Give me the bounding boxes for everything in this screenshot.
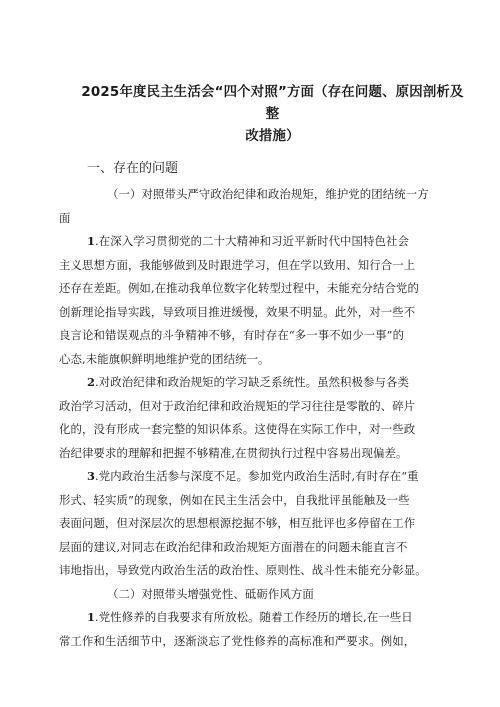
line-text: 化的，没有形成一套完整的知识体系。这使得在实际工作中，对一些政 <box>59 422 416 436</box>
body-line <box>59 254 451 278</box>
item-number: 2 <box>87 375 96 389</box>
item-number: 3 <box>87 469 96 483</box>
body-line <box>59 277 451 301</box>
line-text: 政治学习活动，但对于政治纪律和政治规矩的学习往往是零散的、碎片 <box>59 398 416 413</box>
body-line <box>59 583 451 607</box>
line-text: 讳地指出，导致党内政治生活的政治性、原则性、战斗性未能充分彰显。 <box>59 563 427 577</box>
title-line-1: 2025年度民主生活会“四个对照”方面（存在问题、原因剖析及整 <box>81 85 464 122</box>
line-text: 创新理论指导实践，导致项目推进缓慢，效果不明显。此外，对一些不 <box>59 304 416 319</box>
line-text: 良言论和错误观点的斗争精神不够，有时存在“多一事不如少一事”的 <box>59 328 405 342</box>
line-text: .党内政治生活参与深度不足。参加党内政治生活时,有时存在“重 <box>95 469 419 483</box>
body-line <box>59 536 451 560</box>
line-text: 还存在差距。例如,在推动我单位数字化转型过程中，未能充分结合党的 <box>59 281 419 295</box>
line-text: .对政治纪律和政治规矩的学习缺乏系统性。虽然积极参与各类 <box>95 375 410 389</box>
body-line <box>59 559 451 583</box>
body-line <box>59 183 451 207</box>
line-text: 主义思想方面，我能够做到及时跟进学习，但在学以致用、知行合一上 <box>59 257 416 272</box>
line-text: （一）对照带头严守政治纪律和政治规矩，维护党的团结统一方 <box>107 187 429 201</box>
line-text: （二）对照带头增强党性、砥砺作风方面 <box>107 586 314 601</box>
line-text: 常工作和生活细节中，逐渐淡忘了党性修养的高标准和严要求。例如， <box>59 633 416 648</box>
body-line <box>59 395 451 419</box>
body-line <box>59 512 451 536</box>
item-number: 1 <box>87 234 96 248</box>
document-title <box>80 82 465 148</box>
body-line <box>59 324 451 348</box>
line-text: 心态,未能旗帜鲜明地维护党的团结统一。 <box>59 351 270 366</box>
line-text: .在深入学习贯彻党的二十大精神和习近平新时代中国特色社会 <box>95 234 410 248</box>
line-text: 治纪律要求的理解和把握不够精准,在贯彻执行过程中容易出现偏差。 <box>59 445 408 460</box>
body-line <box>59 371 451 395</box>
title-line-2: 改措施） <box>245 129 300 144</box>
item-number: 1 <box>87 610 96 624</box>
line-text: 表面问题，但对深层次的思想根源挖掘不够，相互批评也多停留在工作 <box>59 516 416 530</box>
body-line <box>59 301 451 325</box>
line-text: 面 <box>59 210 71 225</box>
line-text: 层面的建议,对同志在政治纪律和政治规矩方面潜在的问题未能直言不 <box>59 539 408 554</box>
line-text: .党性修养的自我要求有所放松。随着工作经历的增长,在一些日 <box>95 610 413 624</box>
body-line <box>59 348 451 372</box>
body-line <box>59 442 451 466</box>
body-line <box>59 207 451 231</box>
body-line <box>59 230 451 254</box>
body-line <box>59 489 451 513</box>
line-text: 形式、轻实质”的现象，例如在民主生活会中，自我批评虽能触及一些 <box>59 492 410 507</box>
body-line <box>59 465 451 489</box>
body-line <box>59 418 451 442</box>
body-line <box>59 606 451 630</box>
section-heading: 一、存在的问题 <box>87 161 179 176</box>
document-body <box>59 183 451 653</box>
body-line <box>59 630 451 654</box>
